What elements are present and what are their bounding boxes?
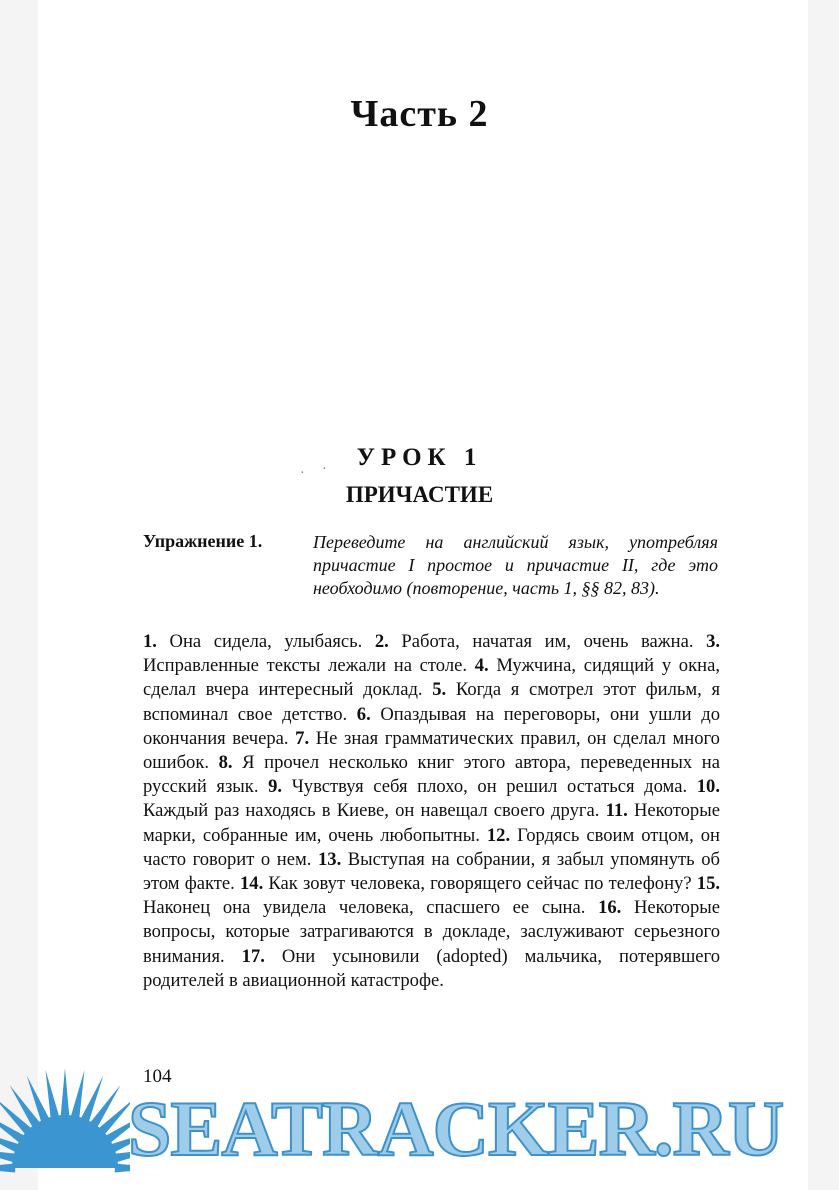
sentence-number: 3. xyxy=(706,631,721,652)
scan-speck: · xyxy=(300,466,305,481)
sentence xyxy=(143,631,362,652)
sentence-number: 11. xyxy=(605,800,628,822)
sentence xyxy=(143,946,720,991)
sentence-number: 5. xyxy=(432,679,447,701)
sentence-number: 6. xyxy=(356,703,371,725)
part-title: Часть 2 xyxy=(350,93,489,135)
sentence-text: Они усыновили (adopted) мальчика, потерявшего родителей в авиационной катастрофе. xyxy=(143,945,721,991)
sentence-number: 9. xyxy=(268,776,283,798)
sentence-text: Каждый раз находясь в Киеве, он навещал своего друга. xyxy=(143,800,600,822)
sentence-text: Выступая на собрании, я забыл упомянуть об этом факте. xyxy=(143,848,720,895)
sentence xyxy=(240,873,692,894)
sentence-number: 4. xyxy=(474,655,489,677)
sentence-number: 16. xyxy=(598,897,622,919)
lesson-title: УРОК 1 xyxy=(356,444,483,471)
sun-ray xyxy=(61,1068,70,1118)
sentence-number: 1. xyxy=(143,631,157,652)
sentence-text: Не зная грамматических правил, он сделал много ошибок. xyxy=(143,727,720,774)
sentence-number: 17. xyxy=(241,945,265,967)
sentence-text: Как зовут человека, говорящего сейчас по телефону? xyxy=(268,873,692,895)
sun-ray xyxy=(89,1085,121,1129)
sun-ray xyxy=(45,1070,59,1120)
sentence-text: Чувствуя себя плохо, он решил остаться дома. xyxy=(291,776,688,798)
watermark xyxy=(0,1058,839,1190)
topic-title: ПРИЧАСТИЕ xyxy=(345,482,494,507)
sun-icon xyxy=(0,1058,130,1190)
exercise-task: Переведите на английский язык, употребляя причастие I простое и причастие II, где это необходимо (повторение, часть 1, §§ 82, 83). xyxy=(313,532,718,598)
sentence-number: 13. xyxy=(317,848,342,870)
sentence-text: Она сидела, улыбаясь. xyxy=(169,631,363,652)
sentence-text: Мужчина, сидящий у окна, сделал вчера интересный доклад. xyxy=(143,655,720,701)
sentence-number: 10. xyxy=(696,776,720,798)
sentence-number: 2. xyxy=(374,631,389,652)
exercise-body xyxy=(143,630,720,993)
sentence-number: 12. xyxy=(486,824,511,846)
sentence-number: 8. xyxy=(218,752,233,774)
sun-ray xyxy=(9,1085,41,1129)
sentence-text: Когда я смотрел этот фильм, я вспоминал свое детство. xyxy=(143,679,721,725)
sentence-text: Наконец она увидела человека, спасшего ее сына. xyxy=(143,897,586,919)
sentence-text: Опаздывая на переговоры, они ушли до окончания вечера. xyxy=(143,703,720,749)
watermark-text: SEATRACKER.RU xyxy=(128,1085,784,1172)
sun-ray xyxy=(70,1070,84,1120)
sentence-number: 14. xyxy=(239,873,264,895)
sentence-text: Я прочел несколько книг этого автора, переведенных на русский язык. xyxy=(143,752,720,798)
sentence-number: 15. xyxy=(696,873,721,895)
sentence-text: Некоторые вопросы, которые затрагиваются в докладе, заслуживают серьезного внимания. xyxy=(143,897,720,967)
sentence xyxy=(375,631,694,652)
scan-speck: · xyxy=(322,462,327,477)
sentence-text: Гордясь своим отцом, он часто говорит о нем. xyxy=(143,824,720,870)
exercise-label: Упражнение 1. xyxy=(143,531,263,551)
sentence-text: Некоторые марки, собранные им, очень любопытны. xyxy=(143,800,720,846)
sentence-text: Работа, начатая им, очень важна. xyxy=(401,631,694,652)
page-number: 104 xyxy=(143,1066,172,1087)
sentence-number: 7. xyxy=(295,727,310,749)
sentence-text: Исправленные тексты лежали на столе. xyxy=(143,655,468,677)
sentence xyxy=(268,776,687,797)
